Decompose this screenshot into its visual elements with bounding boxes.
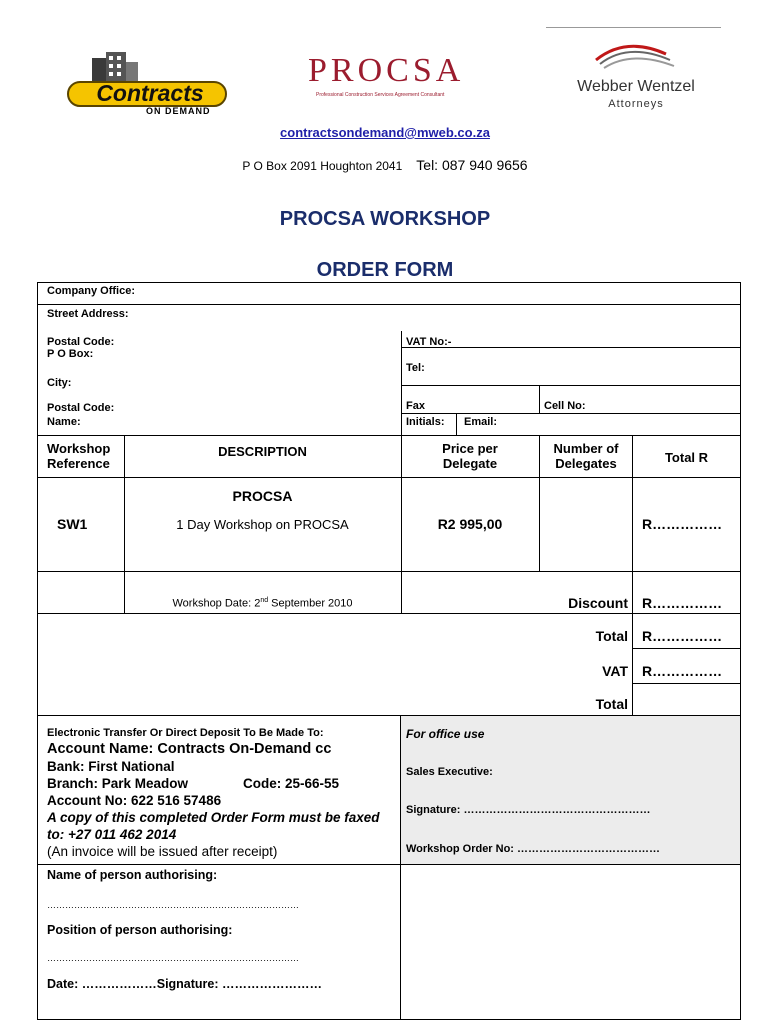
row-description: 1 Day Workshop on PROCSA	[176, 517, 349, 532]
city-field[interactable]: City:	[47, 377, 72, 389]
bank-name: Bank: First National	[47, 759, 175, 774]
webber-wentzel-logo	[566, 32, 706, 114]
procsa-logo	[308, 52, 478, 104]
col-header-price: Price per Delegate	[442, 441, 498, 471]
row-price: R2 995,00	[437, 516, 503, 532]
webber-wentzel-swoosh-icon	[566, 32, 706, 80]
office-use-heading: For office use	[406, 727, 485, 741]
branch-line	[47, 775, 397, 792]
name-field[interactable]: Name:	[47, 416, 81, 428]
authoriser-name-line[interactable]: …………………………………………………………………………	[47, 900, 299, 910]
address-text: P O Box 2091 Houghton 2041	[242, 159, 403, 173]
row-title: PROCSA	[232, 488, 293, 504]
date-signature-line[interactable]: Date: ………………Signature: ……………………	[47, 977, 323, 991]
vat-label: VAT	[602, 663, 628, 679]
email-field[interactable]: Email:	[464, 416, 498, 428]
invoice-note: (An invoice will be issued after receipt)	[47, 844, 278, 859]
page-title: PROCSA WORKSHOP	[279, 208, 491, 230]
row-reference: SW1	[57, 516, 88, 532]
company-office-field[interactable]: Company Office:	[47, 285, 136, 297]
fax-note: A copy of this completed Order Form must be faxed to: +27 011 462 2014	[47, 810, 380, 842]
vat-value[interactable]: R……………	[642, 663, 723, 679]
branch-code: Code: 25-66-55	[243, 776, 340, 791]
col-header-description: DESCRIPTION	[218, 444, 307, 459]
account-no: Account No: 622 516 57486	[47, 793, 222, 808]
po-box-field[interactable]: P O Box:	[47, 348, 94, 360]
street-address-field[interactable]: Street Address:	[47, 308, 129, 320]
authoriser-position-label: Position of person authorising:	[47, 923, 233, 937]
account-name: Account Name: Contracts On-Demand cc	[47, 741, 332, 757]
workshop-order-no-field[interactable]: Workshop Order No: …………………………………	[406, 843, 661, 855]
page-subtitle: ORDER FORM	[316, 259, 454, 281]
procsa-logo-tagline: Professional Construction Services Agreement Consultant	[316, 92, 445, 98]
branch-name: Branch: Park Meadow	[47, 776, 189, 791]
contact-email-link[interactable]: contractsondemand@mweb.co.za	[280, 125, 490, 140]
procsa-logo-text: PROCSA	[308, 52, 465, 89]
total-value[interactable]: R……………	[642, 628, 723, 644]
tel-field[interactable]: Tel:	[406, 362, 425, 374]
col-header-reference: Workshop Reference	[47, 441, 111, 471]
authoriser-name-label: Name of person authorising:	[47, 868, 218, 882]
webber-wentzel-name: Webber Wentzel	[577, 78, 695, 95]
top-rule	[546, 27, 721, 28]
postal-address	[0, 157, 770, 173]
discount-label: Discount	[568, 595, 628, 611]
bank-details	[47, 741, 397, 860]
authoriser-position-line[interactable]: …………………………………………………………………………	[47, 953, 299, 963]
col-header-number: Number of Delegates	[553, 441, 619, 471]
initials-field[interactable]: Initials:	[406, 416, 445, 428]
telephone-text: Tel: 087 940 9656	[416, 157, 528, 173]
row-total[interactable]: R……………	[642, 516, 723, 532]
postal-code-2-field[interactable]: Postal Code:	[47, 402, 115, 414]
contracts-logo-subtext: ON DEMAND	[146, 106, 211, 116]
cell-no-field[interactable]: Cell No:	[544, 400, 586, 412]
fax-field[interactable]: Fax	[406, 400, 425, 412]
contracts-logo-text: Contracts	[96, 80, 204, 106]
sales-executive-field[interactable]: Sales Executive:	[406, 766, 493, 778]
total-label: Total	[595, 628, 628, 644]
workshop-date	[124, 597, 401, 610]
workshop-date-pre: Workshop Date: 2	[172, 597, 261, 610]
discount-value[interactable]: R……………	[642, 595, 723, 611]
vat-no-field[interactable]: VAT No:-	[406, 336, 452, 348]
workshop-date-sup: nd	[260, 597, 269, 604]
office-signature-field[interactable]: Signature: ……………………………………………	[406, 804, 651, 816]
col-header-total: Total R	[664, 450, 709, 465]
grand-total-label: Total	[595, 696, 628, 712]
contracts-logo	[66, 52, 228, 120]
payment-heading: Electronic Transfer Or Direct Deposit To Be Made To:	[47, 727, 324, 739]
postal-code-field[interactable]: Postal Code:	[47, 336, 115, 348]
webber-wentzel-sub: Attorneys	[608, 98, 664, 110]
workshop-date-post: September 2010	[268, 597, 353, 610]
